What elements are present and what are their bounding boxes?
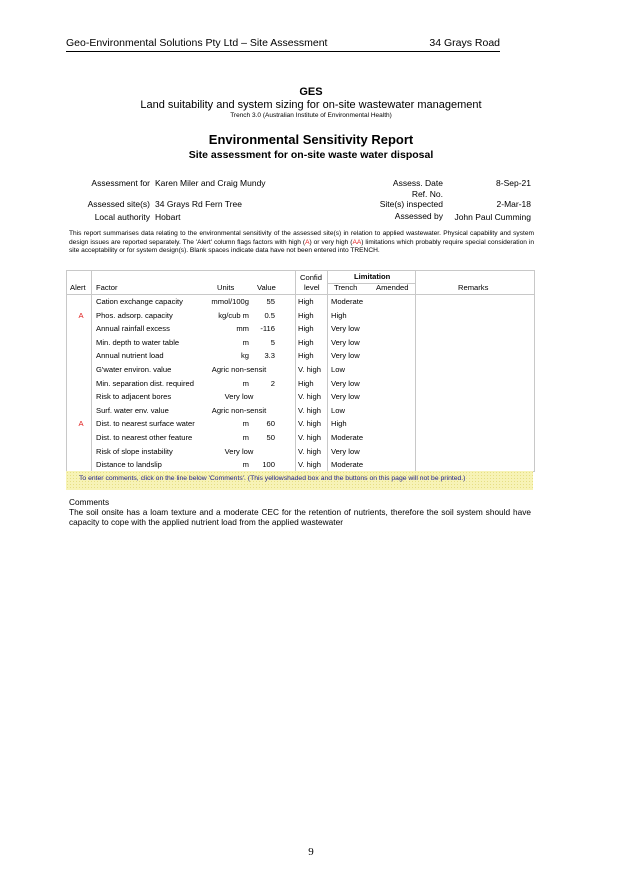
- confidence-cell: V. high: [298, 446, 321, 456]
- value-cell: 5: [270, 337, 275, 347]
- document-subtitle: Land suitability and system sizing for on-site wastewater management: [140, 99, 482, 111]
- value-cell: 55: [266, 297, 275, 306]
- trench-limitation-cell: High: [331, 419, 347, 429]
- table-row: [67, 390, 534, 404]
- page-number: 9: [308, 846, 314, 858]
- sites-inspected-label: Site(s) inspected: [379, 199, 443, 209]
- intro-paragraph: This report summarises data relating to the environmental sensitivity of the assessed site(s) in relation to applied wastewater. Physical capability and system design issues are reported separately. The 'Alert' column flags factors with high (A) or very high (AA) limitations which probably require special consideration in site acceptability or for system design(s). Blank spaces indicate data have not been entered into TRENCH.: [69, 230, 534, 255]
- factor-cell: Dist. to nearest surface water: [96, 419, 195, 429]
- confidence-cell: High: [298, 337, 314, 347]
- table-row: [67, 431, 534, 445]
- trench-limitation-cell: Low: [331, 365, 345, 374]
- units-cell: kg/cub m: [218, 310, 249, 320]
- value-cell: 0.5: [264, 310, 275, 320]
- factor-cell: Min. separation dist. required: [96, 378, 194, 388]
- table-row: [67, 349, 534, 363]
- trench-limitation-cell: Moderate: [331, 297, 364, 306]
- alert-flag: A: [78, 419, 84, 429]
- header-level: level: [304, 283, 320, 292]
- trench-limitation-cell: Very low: [331, 378, 360, 388]
- value-cell: -116: [260, 324, 275, 334]
- trench-version: Trench 3.0 (Australian Institute of Environmental Health): [230, 112, 392, 119]
- factor-cell: Risk to adjacent bores: [96, 392, 172, 402]
- header-alert: Alert: [70, 283, 86, 292]
- assessment-for-label: Assessment for: [91, 178, 150, 188]
- assessed-sites-label: Assessed site(s): [87, 199, 150, 209]
- table-row: [67, 445, 534, 459]
- comments-label: Comments: [69, 497, 110, 507]
- value-cell: 50: [266, 433, 275, 442]
- text-value-cell: Very low: [224, 392, 254, 402]
- assess-date-label: Assess. Date: [392, 178, 443, 188]
- trench-limitation-cell: High: [331, 310, 347, 320]
- trench-limitation-cell: Very low: [331, 337, 360, 347]
- trench-limitation-cell: Very low: [331, 324, 360, 334]
- header-remarks: Remarks: [458, 283, 489, 292]
- factor-cell: Risk of slope instability: [96, 446, 173, 456]
- text-value-cell: Very low: [224, 446, 254, 456]
- header-amended: Amended: [376, 283, 409, 292]
- factor-cell: Dist. to nearest other feature: [96, 433, 193, 442]
- header-factor: Factor: [96, 283, 118, 292]
- confidence-cell: High: [298, 310, 314, 320]
- confidence-cell: V. high: [298, 392, 321, 402]
- assessed-sites-value: 34 Grays Rd Fern Tree: [155, 199, 242, 209]
- table-row: [67, 377, 534, 391]
- table-row: [67, 309, 534, 323]
- value-cell: 100: [262, 460, 275, 470]
- confidence-cell: V. high: [298, 419, 321, 429]
- trench-limitation-cell: Low: [331, 405, 345, 415]
- comment-instruction-box[interactable]: [66, 471, 533, 490]
- confidence-cell: High: [298, 324, 314, 334]
- table-row: [67, 322, 534, 336]
- units-cell: kg: [240, 351, 249, 361]
- confidence-cell: V. high: [298, 433, 321, 442]
- header-limitation: Limitation: [354, 272, 391, 281]
- confidence-cell: V. high: [298, 405, 321, 415]
- factor-cell: Distance to landslip: [96, 460, 162, 470]
- alert-aa-legend: AA: [352, 238, 362, 246]
- report-title: Environmental Sensitivity Report: [208, 132, 414, 147]
- alert-flag: A: [78, 310, 84, 320]
- trench-limitation-cell: Very low: [331, 446, 360, 456]
- sites-inspected-value: 2-Mar-18: [496, 199, 531, 209]
- header-trench: Trench: [334, 283, 358, 292]
- trench-limitation-cell: Moderate: [331, 460, 364, 470]
- factor-cell: G'water environ. value: [96, 365, 172, 374]
- table-row: [67, 404, 534, 418]
- confidence-cell: V. high: [298, 365, 321, 374]
- report-subtitle: Site assessment for on-site waste water disposal: [188, 149, 434, 161]
- comment-instruction-text: To enter comments, click on the line below 'Comments'. (This yellowshaded box and the buttons on this page will not be printed.): [79, 475, 466, 482]
- org-title: GES: [299, 86, 323, 98]
- table-row: [67, 363, 534, 377]
- trench-limitation-cell: Very low: [331, 392, 360, 402]
- page-header: [66, 37, 500, 52]
- factor-cell: Min. depth to water table: [96, 337, 180, 347]
- header-company: Geo-Environmental Solutions Pty Ltd – Site Assessment: [66, 37, 328, 49]
- assessed-by-label: Assessed by: [394, 211, 443, 221]
- comments-text[interactable]: The soil onsite has a loam texture and a moderate CEC for the retention of nutrients, therefore the soil system should have capacity to cope with the applied nutrient load from the applied wastewater: [69, 507, 531, 527]
- value-cell: 60: [266, 419, 275, 429]
- local-authority-label: Local authority: [94, 212, 150, 222]
- confidence-cell: High: [298, 351, 314, 361]
- units-cell: m: [242, 337, 249, 347]
- units-cell: m: [242, 378, 249, 388]
- assess-date-value: 8-Sep-21: [496, 178, 531, 188]
- ref-no-label: Ref. No.: [411, 189, 443, 199]
- trench-limitation-cell: Moderate: [331, 433, 364, 442]
- assessed-by-value: John Paul Cumming: [454, 212, 531, 222]
- text-value-cell: Agric non-sensit: [211, 365, 267, 374]
- table-row: [67, 295, 534, 309]
- units-cell: m: [242, 419, 249, 429]
- confidence-cell: High: [298, 297, 314, 306]
- factor-cell: Phos. adsorp. capacity: [96, 310, 173, 320]
- units-cell: mmol/100g: [211, 297, 249, 306]
- trench-limitation-cell: Very low: [331, 351, 360, 361]
- factor-cell: Surf. water env. value: [96, 405, 169, 415]
- confidence-cell: High: [298, 378, 314, 388]
- confidence-cell: V. high: [298, 460, 321, 470]
- units-cell: mm: [236, 324, 249, 334]
- text-value-cell: Agric non-sensit: [211, 405, 267, 415]
- local-authority-value: Hobart: [155, 212, 181, 222]
- alert-a-legend: A: [305, 238, 310, 246]
- header-site: 34 Grays Road: [429, 37, 500, 49]
- header-value: Value: [257, 283, 276, 292]
- header-units: Units: [217, 283, 235, 292]
- table-row: [67, 417, 534, 431]
- table-row: [67, 458, 534, 472]
- header-confid: Confid: [300, 273, 322, 282]
- units-cell: m: [242, 460, 249, 470]
- units-cell: m: [242, 433, 249, 442]
- factor-cell: Cation exchange capacity: [96, 297, 183, 306]
- value-cell: 2: [270, 378, 275, 388]
- factor-cell: Annual rainfall excess: [96, 324, 170, 334]
- factor-cell: Annual nutrient load: [96, 351, 164, 361]
- sensitivity-table: [66, 270, 535, 472]
- assessment-for-value: Karen Miler and Craig Mundy: [155, 178, 266, 188]
- value-cell: 3.3: [264, 351, 275, 361]
- table-row: [67, 336, 534, 350]
